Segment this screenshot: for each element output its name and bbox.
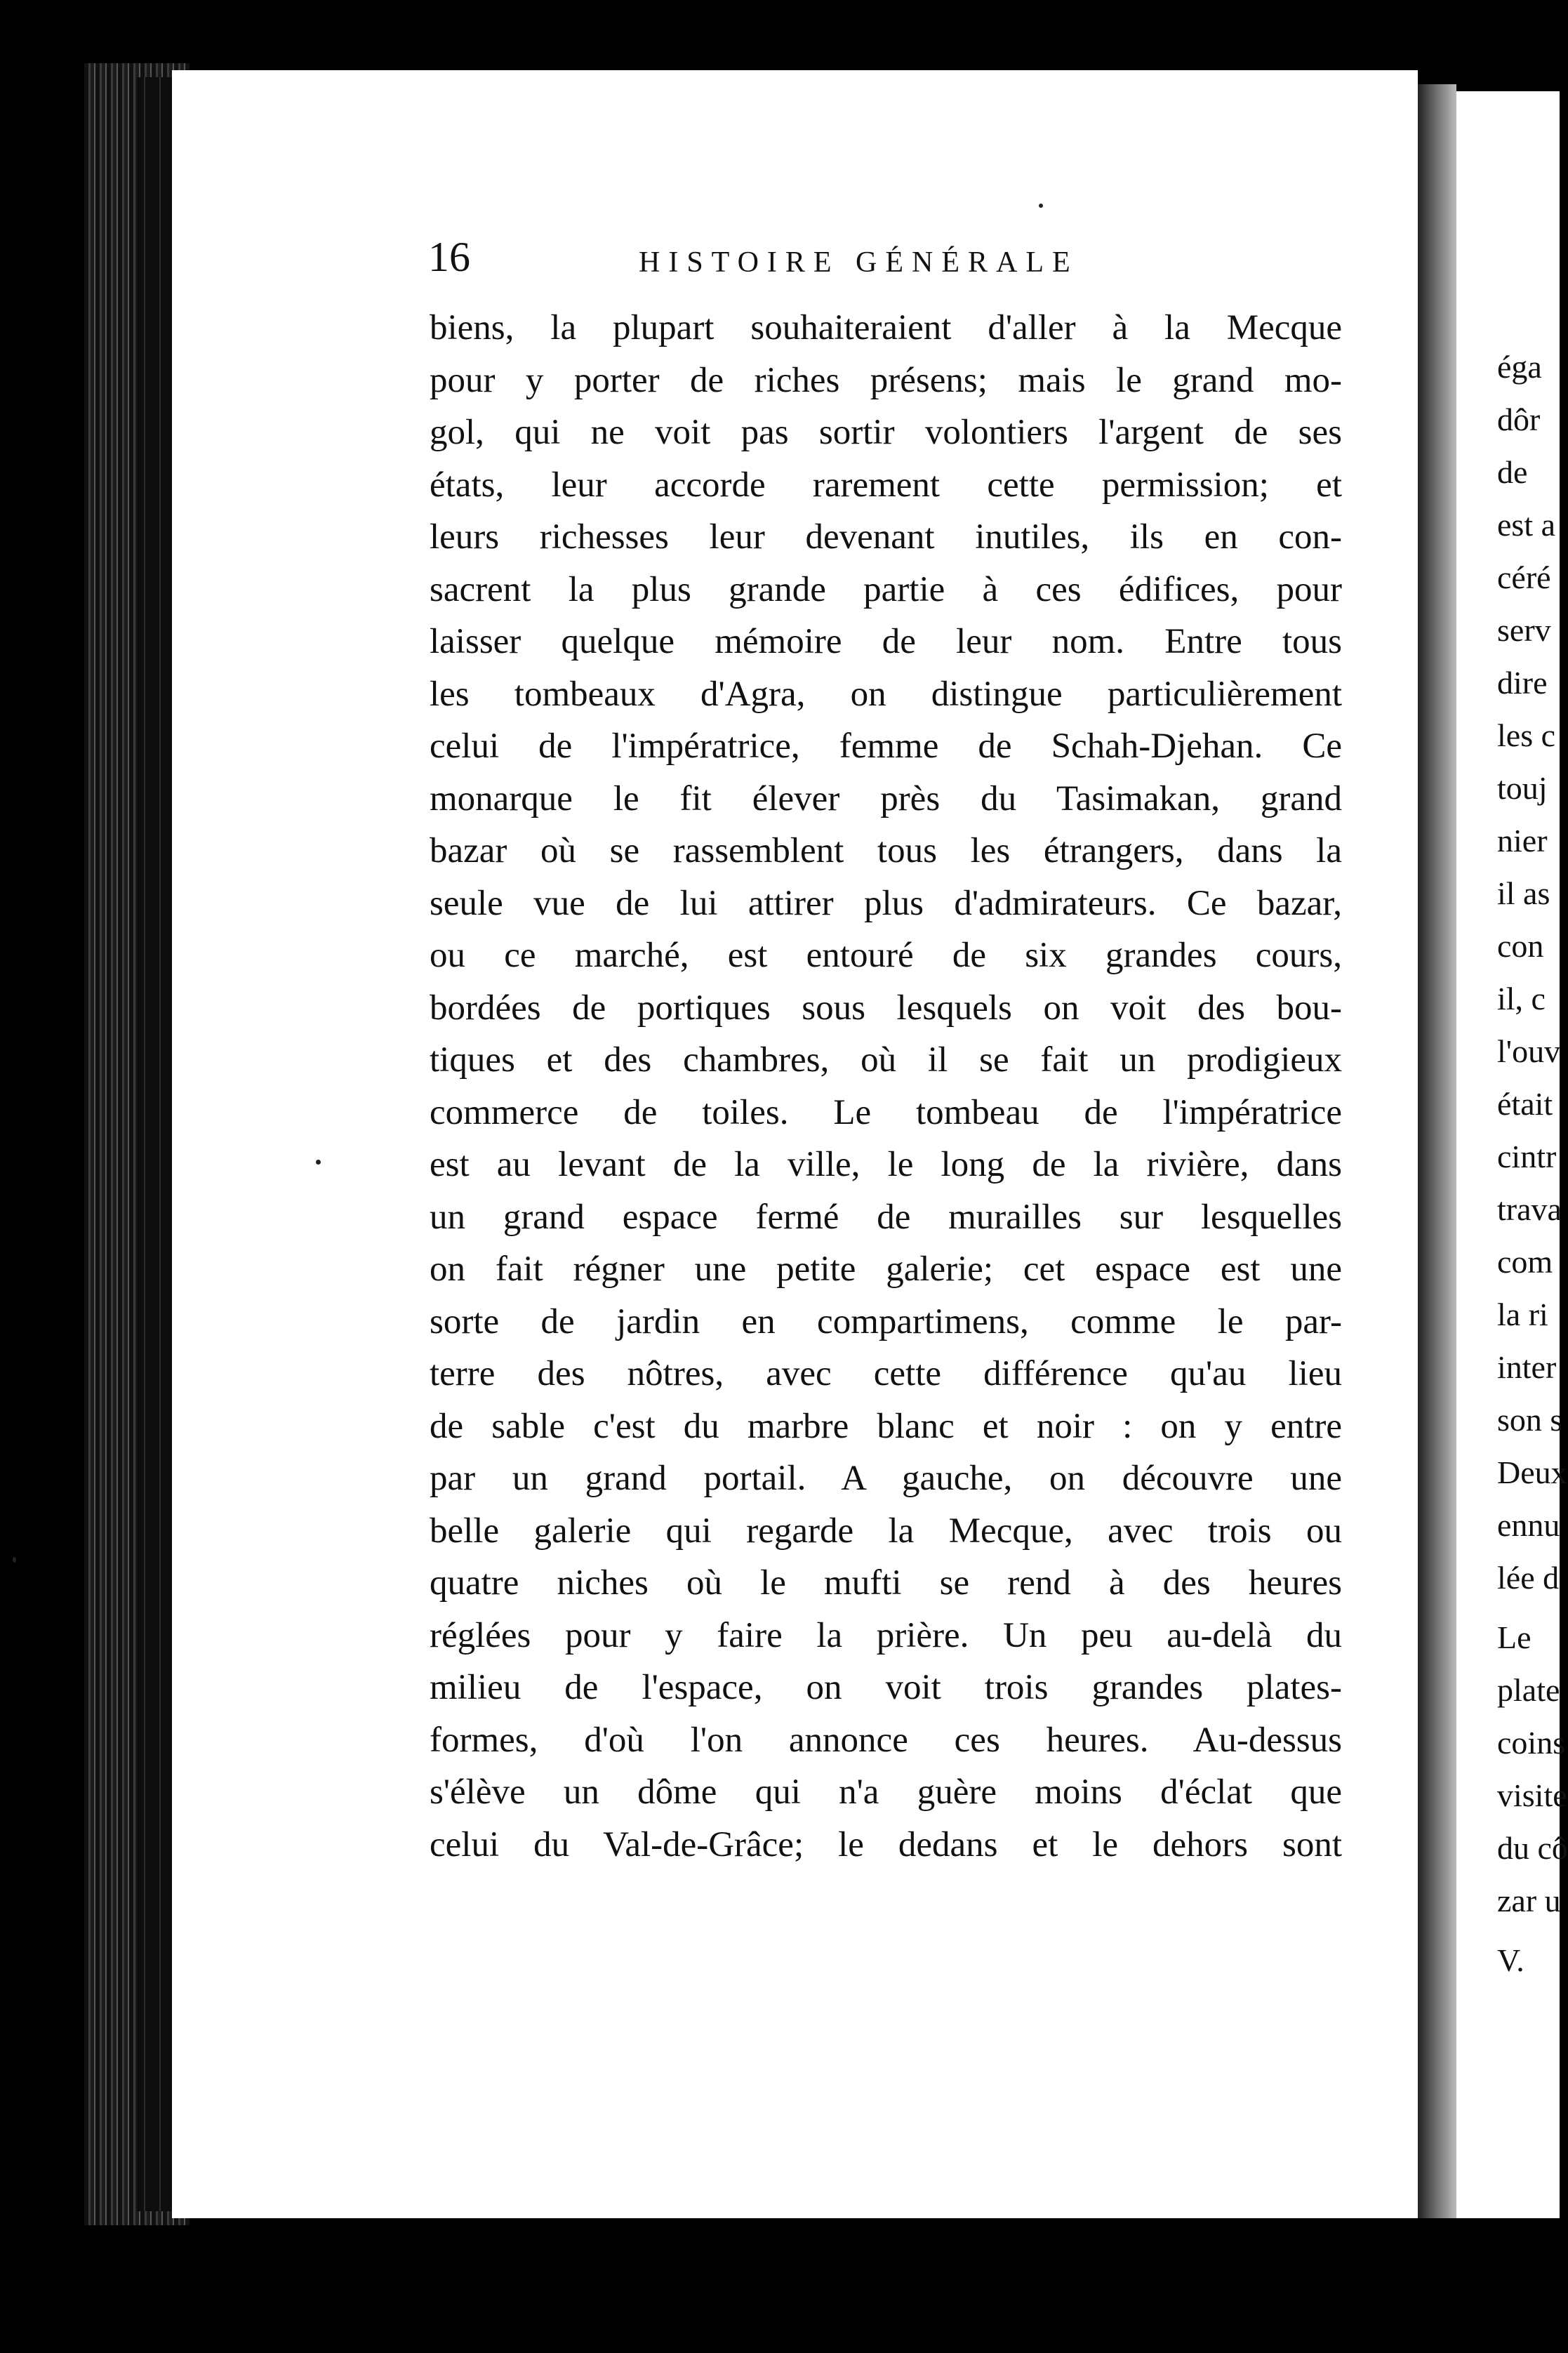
text-line: de sable c'est du marbre blanc et noir : on y entre bbox=[430, 1406, 1342, 1446]
facing-line: son s bbox=[1497, 1402, 1563, 1438]
facing-page bbox=[1456, 91, 1568, 2218]
facing-line: cintr bbox=[1497, 1139, 1557, 1174]
text-line: réglées pour y faire la prière. Un peu au-delà du bbox=[430, 1615, 1342, 1655]
facing-line: est a bbox=[1497, 507, 1556, 543]
facing-line: plate bbox=[1497, 1672, 1560, 1708]
text-line: milieu de l'espace, on voit trois grandes plates- bbox=[430, 1668, 1342, 1707]
facing-line: trava bbox=[1497, 1191, 1562, 1227]
text-line: pour y porter de riches présens; mais le grand mo- bbox=[430, 360, 1342, 400]
text-line: terre des nôtres, avec cette différence qu'au lieu bbox=[430, 1354, 1342, 1393]
facing-line: V. bbox=[1497, 1942, 1524, 1978]
text-line: bazar où se rassemblent tous les étrangers, dans la bbox=[430, 831, 1342, 870]
ink-speck bbox=[1039, 204, 1043, 208]
text-line: gol, qui ne voit pas sortir volontiers l'argent de ses bbox=[430, 413, 1342, 452]
facing-line: touj bbox=[1497, 770, 1548, 806]
text-line: on fait régner une petite galerie; cet espace est une bbox=[430, 1250, 1342, 1289]
facing-line: Le bbox=[1497, 1619, 1532, 1655]
text-line: un grand espace fermé de murailles sur lesquelles bbox=[430, 1197, 1342, 1237]
facing-line: ennu bbox=[1497, 1507, 1560, 1543]
running-head: HISTOIRE GÉNÉRALE bbox=[639, 246, 1079, 279]
facing-line: de bbox=[1497, 454, 1528, 490]
text-line: celui de l'impératrice, femme de Schah-Djehan. Ce bbox=[430, 727, 1342, 766]
text-line: laisser quelque mémoire de leur nom. Entre tous bbox=[430, 622, 1342, 661]
facing-line: dôr bbox=[1497, 402, 1541, 437]
text-line: sacrent la plus grande partie à ces édifices, pour bbox=[430, 569, 1342, 609]
facing-line: coins bbox=[1497, 1725, 1566, 1761]
facing-line: visite bbox=[1497, 1777, 1567, 1813]
facing-line: la ri bbox=[1497, 1297, 1548, 1332]
facing-line: serv bbox=[1497, 612, 1551, 648]
text-line: biens, la plupart souhaiteraient d'aller à la Mecque bbox=[430, 308, 1342, 347]
facing-line: nier bbox=[1497, 823, 1548, 859]
body-text bbox=[430, 302, 1342, 1871]
text-line: formes, d'où l'on annonce ces heures. Au-dessus bbox=[430, 1720, 1342, 1760]
facing-line: l'ouv bbox=[1497, 1033, 1561, 1069]
facing-line: céré bbox=[1497, 559, 1551, 595]
text-line: est au levant de la ville, le long de la rivière, dans bbox=[430, 1145, 1342, 1184]
facing-line: éga bbox=[1497, 349, 1542, 385]
text-line: bordées de portiques sous lesquels on voit des bou- bbox=[430, 988, 1342, 1028]
text-line: leurs richesses leur devenant inutiles, ils en con- bbox=[430, 517, 1342, 557]
facing-line: inter bbox=[1497, 1349, 1557, 1385]
facing-line: dire bbox=[1497, 665, 1548, 701]
facing-line: était bbox=[1497, 1086, 1553, 1122]
ink-speck bbox=[13, 1557, 16, 1563]
facing-line: zar u bbox=[1497, 1883, 1561, 1918]
facing-line: Deux bbox=[1497, 1454, 1567, 1490]
facing-line: con bbox=[1497, 928, 1544, 964]
text-line: par un grand portail. A gauche, on découvre une bbox=[430, 1459, 1342, 1498]
facing-line: du cô bbox=[1497, 1830, 1568, 1866]
facing-line: lée d bbox=[1497, 1560, 1560, 1596]
facing-line: com bbox=[1497, 1244, 1553, 1280]
facing-line: il, c bbox=[1497, 981, 1546, 1016]
text-line: seule vue de lui attirer plus d'admirateurs. Ce bazar, bbox=[430, 883, 1342, 923]
ink-speck bbox=[316, 1160, 321, 1165]
page-gutter bbox=[1418, 84, 1456, 2218]
text-line: belle galerie qui regarde la Mecque, avec trois ou bbox=[430, 1511, 1342, 1551]
facing-line: les c bbox=[1497, 717, 1556, 753]
text-line: celui du Val-de-Grâce; le dedans et le dehors sont bbox=[430, 1824, 1342, 1864]
text-line: états, leur accorde rarement cette permission; et bbox=[430, 465, 1342, 505]
text-line: commerce de toiles. Le tombeau de l'impératrice bbox=[430, 1092, 1342, 1132]
text-line: ou ce marché, est entouré de six grandes cours, bbox=[430, 936, 1342, 975]
text-line: les tombeaux d'Agra, on distingue particulièrement bbox=[430, 674, 1342, 714]
text-line: monarque le fit élever près du Tasimakan, grand bbox=[430, 778, 1342, 818]
text-line: s'élève un dôme qui n'a guère moins d'éclat que bbox=[430, 1772, 1342, 1812]
page-number: 16 bbox=[428, 234, 470, 280]
text-line: sorte de jardin en compartimens, comme le par- bbox=[430, 1301, 1342, 1341]
text-line: tiques et des chambres, où il se fait un prodigieux bbox=[430, 1040, 1342, 1080]
text-line: quatre niches où le mufti se rend à des heures bbox=[430, 1563, 1342, 1603]
facing-line: il as bbox=[1497, 875, 1550, 911]
